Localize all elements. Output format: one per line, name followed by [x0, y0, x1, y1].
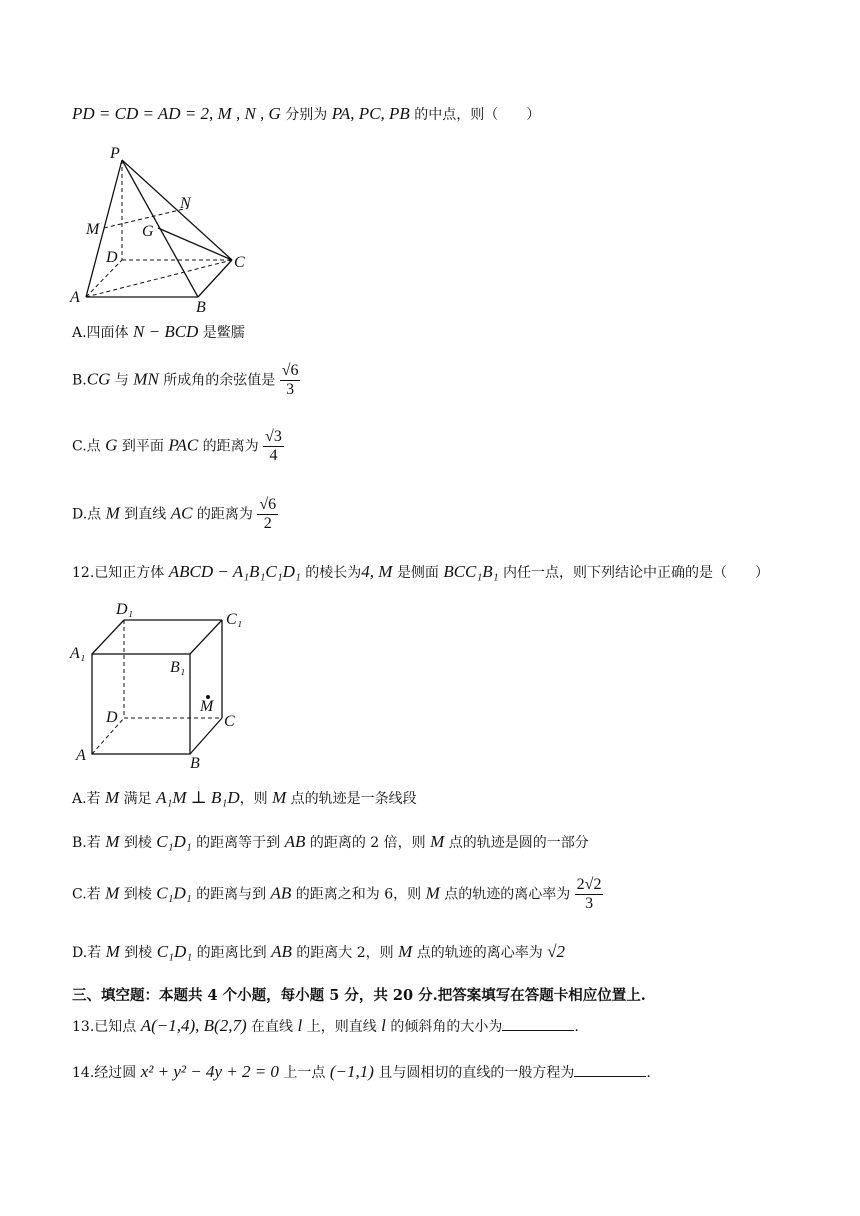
label-N: N [180, 195, 191, 212]
q12-option-d: D.若 M 到棱 C₁D₁ 的距离比到 AB 的距离大 2，则 M 点的轨迹的离心率为 √2 [72, 942, 566, 961]
label-G: G [142, 223, 154, 240]
cube-figure [60, 598, 260, 770]
label-C: C [224, 713, 235, 730]
label-D1: D₁ [116, 601, 134, 618]
fraction: $\frac{√3}{4}$ [265, 428, 282, 464]
label-D: D [106, 709, 118, 726]
answer-blank[interactable] [502, 1018, 574, 1031]
label-P: P [110, 145, 120, 162]
label-C: C [234, 254, 245, 271]
q11-option-d: D.点 M 到直线 AC 的距离为 $\frac{√6}{2}$ [72, 496, 277, 532]
q13: 13.已知点 A(−1,4), B(2,7) 在直线 l 上，则直线 l 的倾斜角的大小为 . [72, 1016, 579, 1035]
fraction: $\frac{√6}{3}$ [281, 362, 299, 398]
section-3-heading: 三、填空题：本题共 4 个小题，每小题 5 分，共 20 分.把答案填写在答题卡相应位置上. [72, 987, 646, 1004]
q11-option-a: A.四面体 N − BCD 是鳖臑 [72, 322, 245, 341]
q11-option-c: C.点 G 到平面 PAC 的距离为 $\frac{√3}{4}$ [72, 428, 282, 464]
label-C1: C₁ [226, 611, 243, 628]
pyramid-figure [60, 140, 260, 315]
q12-option-a: A.若 M 满足 A₁M ⊥ B₁D，则 M 点的轨迹是一条线段 [72, 788, 417, 807]
fraction: $\frac{√6}{2}$ [259, 496, 277, 532]
label-A1: A₁ [70, 645, 86, 662]
fraction: $\frac{2√2}{3}$ [576, 876, 602, 912]
q12-option-b: B.若 M 到棱 C₁D₁ 的距离等于到 AB 的距离的 2 倍，则 M 点的轨迹是圆的一部分 [72, 832, 589, 851]
label-A: A [70, 289, 80, 306]
label-M: M [86, 221, 100, 238]
label-B: B [196, 299, 206, 315]
label-B1: B₁ [170, 659, 186, 676]
q11-stem: PD = CD = AD = 2, M , N , G 分别为 PA, PC, PB 的中点，则（ ） [72, 104, 541, 123]
label-D: D [106, 249, 118, 266]
label-M: M [200, 698, 214, 715]
label-B: B [190, 755, 200, 770]
q12-option-c: C.若 M 到棱 C₁D₁ 的距离与到 AB 的距离之和为 6，则 M 点的轨迹的离心率为 $\frac{2√2}{3}$ [72, 876, 602, 912]
q14: 14.经过圆 x² + y² − 4y + 2 = 0 上一点 (−1,1) 且与圆相切的直线的一般方程为 . [72, 1062, 651, 1081]
label-A: A [76, 747, 86, 764]
math: PD = CD = AD = 2, M , N , G [72, 104, 281, 123]
answer-blank[interactable] [574, 1064, 646, 1077]
q12-stem: 12.已知正方体 ABCD − A₁B₁C₁D₁ 的棱长为4, M 是侧面 BCC₁B₁ 内任一点，则下列结论中正确的是（ ） [72, 562, 770, 581]
q11-option-b: B.CG 与 MN 所成角的余弦值是 $\frac{√6}{3}$ [72, 362, 299, 398]
